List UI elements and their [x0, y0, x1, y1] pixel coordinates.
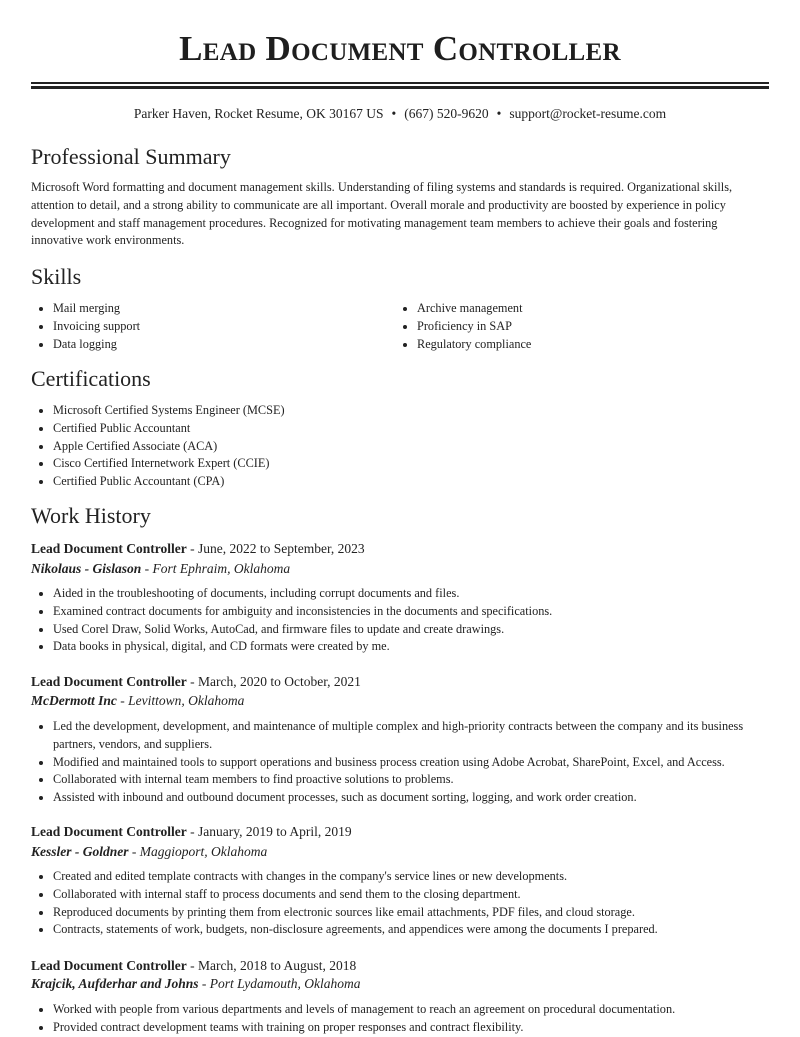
- job-title: Lead Document Controller: [31, 541, 187, 556]
- job-bullet: • Aided in the troubleshooting of documents, including corrupt documents and files.: [53, 585, 773, 603]
- job-company: Nikolaus - Gislason: [31, 561, 142, 576]
- job-title: Lead Document Controller: [31, 674, 187, 689]
- job-dates: - March, 2020 to October, 2021: [186, 674, 361, 689]
- job-bullets: [31, 718, 773, 807]
- job-company: Kessler - Goldner: [31, 844, 129, 859]
- job-bullet: • Provided contract development teams with training on proper responses and contract flexibility.: [53, 1019, 773, 1037]
- job-title-line: [31, 672, 361, 692]
- job-location: - Fort Ephraim, Oklahoma: [141, 561, 291, 576]
- skill-item: • Mail merging: [53, 300, 383, 318]
- summary-heading: Professional Summary: [31, 144, 231, 169]
- certifications-list: [31, 402, 773, 491]
- header-divider-thick: [31, 86, 769, 89]
- job-bullets: [31, 585, 773, 656]
- summary-text: Microsoft Word formatting and document management skills. Understanding of filing systems and standards is required. Organizational skills, attention to detail, and a strong ability to communicate are all important. Overall morale and productivity are boosted by experience in policy development and staff management procedures. Recognized for motivating management team members to achieve their goals and fostering innovative work environments.: [31, 180, 733, 248]
- job-bullet: • Created and edited template contracts with changes in the company's service lines or new developments.: [53, 868, 773, 886]
- job-bullet: • Collaborated with internal team members to find proactive solutions to problems.: [53, 771, 773, 789]
- job-company: McDermott Inc: [31, 693, 117, 708]
- certification-item: • Apple Certified Associate (ACA): [53, 438, 773, 456]
- job-bullet: • Led the development, development, and maintenance of multiple complex and high-priority contracts between the company and its business partners, vendors, and suppliers.: [53, 718, 773, 754]
- contact-separator: •: [496, 106, 502, 121]
- job-company: Krajcik, Aufderhar and Johns: [31, 976, 199, 991]
- skill-item: • Regulatory compliance: [417, 336, 747, 354]
- job-dates: - June, 2022 to September, 2023: [186, 541, 365, 556]
- skill-item: • Invoicing support: [53, 318, 383, 336]
- work-history-heading: Work History: [31, 503, 151, 528]
- contact-separator: •: [391, 106, 397, 121]
- job-bullet: • Modified and maintained tools to support operations and business process creation using Adobe Acrobat, SharePoint, Excel, and Access.: [53, 754, 773, 772]
- certification-item: • Cisco Certified Internetwork Expert (CCIE): [53, 455, 773, 473]
- job-bullet: • Assisted with inbound and outbound document processes, such as document sorting, logging, and work order creation.: [53, 789, 773, 807]
- job-location: - Maggioport, Oklahoma: [128, 844, 268, 859]
- contact-line: [0, 104, 800, 124]
- header-divider-thin: [31, 82, 769, 84]
- job-bullet: • Examined contract documents for ambiguity and inconsistencies in the documents and specifications.: [53, 603, 773, 621]
- job-title-line: [31, 956, 356, 976]
- job-bullet: • Contracts, statements of work, budgets, non-disclosure agreements, and appendices were among the documents I prepared.: [53, 921, 773, 939]
- job-company-line: [31, 974, 361, 994]
- job-title-line: [31, 822, 352, 842]
- resume-name: Lead Document Controller: [179, 29, 621, 68]
- contact-phone: (667) 520-9620: [404, 106, 489, 121]
- skill-item: • Archive management: [417, 300, 747, 318]
- job-bullet: • Data books in physical, digital, and CD formats were created by me.: [53, 638, 773, 656]
- job-company-line: [31, 842, 267, 862]
- job-bullets: [31, 868, 773, 939]
- skills-list-left: [31, 300, 383, 353]
- skills-heading: Skills: [31, 264, 82, 289]
- contact-address: Parker Haven, Rocket Resume, OK 30167 US: [133, 106, 384, 121]
- certifications-heading: Certifications: [31, 366, 151, 391]
- certification-item: • Certified Public Accountant (CPA): [53, 473, 773, 491]
- certification-item: • Microsoft Certified Systems Engineer (MCSE): [53, 402, 773, 420]
- skill-item: • Data logging: [53, 336, 383, 354]
- skills-list-right: [395, 300, 747, 353]
- job-location: - Levittown, Oklahoma: [116, 693, 245, 708]
- certification-item: • Certified Public Accountant: [53, 420, 773, 438]
- job-bullet: • Used Corel Draw, Solid Works, AutoCad, and firmware files to update and create drawings.: [53, 621, 773, 639]
- contact-email[interactable]: support@rocket-resume.com: [509, 106, 667, 121]
- job-title-line: [31, 539, 365, 559]
- job-bullets: [31, 1001, 773, 1037]
- job-location: - Port Lydamouth, Oklahoma: [198, 976, 361, 991]
- job-bullet: • Reproduced documents by printing them from electronic sources like email attachments, PDF files, and cloud storage.: [53, 904, 773, 922]
- job-bullet: • Collaborated with internal staff to process documents and send them to the closing department.: [53, 886, 773, 904]
- job-dates: - March, 2018 to August, 2018: [186, 958, 357, 973]
- job-title: Lead Document Controller: [31, 824, 187, 839]
- job-company-line: [31, 691, 244, 711]
- job-company-line: [31, 559, 290, 579]
- job-dates: - January, 2019 to April, 2019: [186, 824, 352, 839]
- skill-item: • Proficiency in SAP: [417, 318, 747, 336]
- job-bullet: • Worked with people from various departments and levels of management to reach an agreement on procedural documentation.: [53, 1001, 773, 1019]
- job-title: Lead Document Controller: [31, 958, 187, 973]
